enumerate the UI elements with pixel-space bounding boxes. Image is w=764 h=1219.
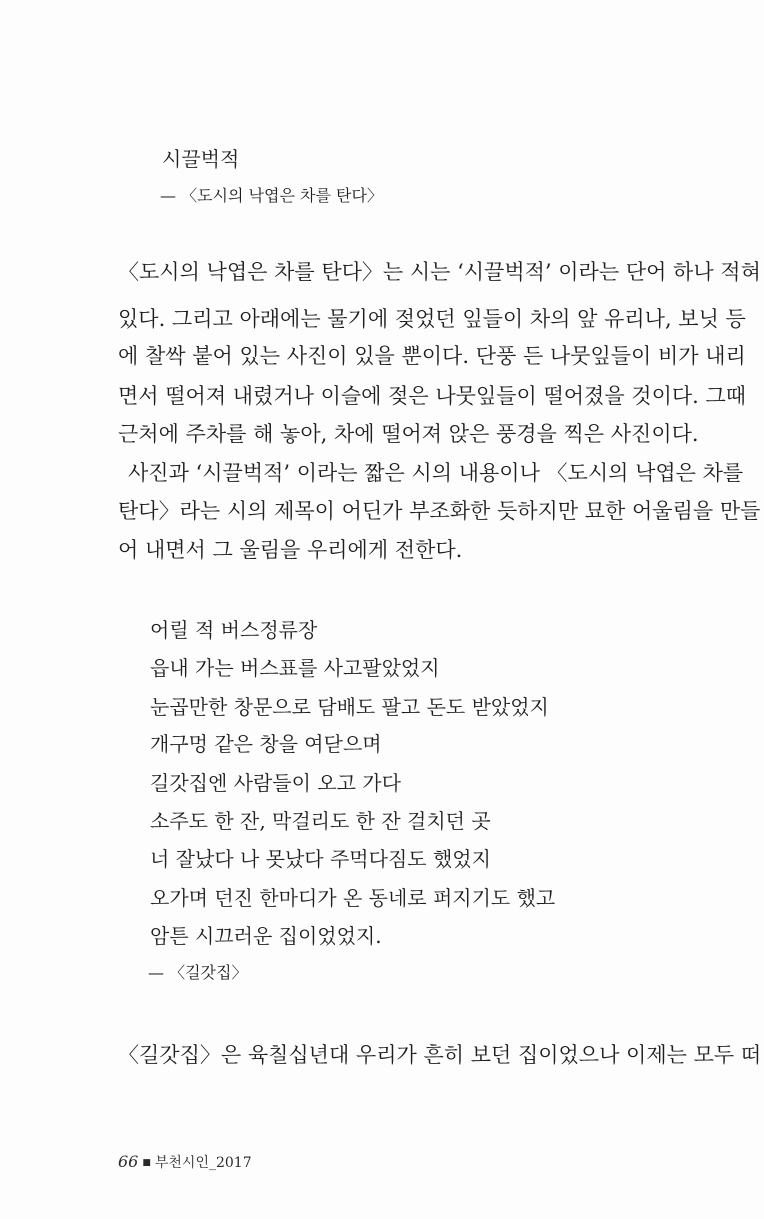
- poem-source: — 〈도시의 낙엽은 차를 탄다〉: [160, 186, 383, 205]
- paragraph-line: 사진과 ‘시끌벅적’ 이라는 짧은 시의 내용이나 〈도시의 낙엽은 차를: [128, 461, 744, 485]
- poem-line: 읍내 가는 버스표를 사고팔았었지: [150, 656, 440, 680]
- page-number: 66: [118, 1152, 139, 1171]
- paragraph-line: 어 내면서 그 울림을 우리에게 전한다.: [118, 538, 463, 562]
- poem-line: 어릴 적 버스정류장: [150, 618, 318, 642]
- poem-line: 오가며 던진 한마디가 온 동네로 퍼지기도 했고: [150, 886, 556, 910]
- poem-line: 시끌벅적: [162, 147, 240, 171]
- paragraph-line: 있다. 그리고 아래에는 물기에 젖었던 잎들이 차의 앞 유리나, 보닛 등: [118, 307, 746, 331]
- poem-line: 소주도 한 잔, 막걸리도 한 잔 걸치던 곳: [150, 809, 491, 833]
- publication-title: 부천시인_2017: [154, 1155, 252, 1171]
- poem-line: 길갓집엔 사람들이 오고 가다: [150, 771, 401, 795]
- poem-line: 눈곱만한 창문으로 담배도 팔고 돈도 받았었지: [150, 695, 549, 719]
- poem-line: 너 잘났다 나 못났다 주먹다짐도 했었지: [150, 847, 491, 871]
- paragraph-line: 근처에 주차를 해 놓아, 차에 떨어져 앉은 풍경을 찍은 사진이다.: [118, 422, 699, 446]
- poem-line: 암튼 시끄러운 집이었었지.: [150, 924, 382, 948]
- paragraph-line: 탄다〉라는 시의 제목이 어딘가 부조화한 듯하지만 묘한 어울림을 만들: [118, 499, 761, 523]
- poem-source: — 〈길갓집〉: [148, 963, 248, 982]
- page-footer: [118, 1152, 252, 1172]
- paragraph-line: 〈길갓집〉은 육칠십년대 우리가 흔히 보던 집이었으나 이제는 모두 떠: [118, 1043, 762, 1067]
- paragraph-line: 〈도시의 낙엽은 차를 탄다〉는 시는 ‘시끌벅적’ 이라는 단어 하나 적혀: [118, 260, 761, 284]
- paragraph-line: 에 찰싹 붙어 있는 사진이 있을 뿐이다. 단풍 든 나뭇잎들이 비가 내리: [118, 344, 746, 368]
- footer-separator: ■: [142, 1158, 151, 1168]
- paragraph-line: 면서 떨어져 내렸거나 이슬에 젖은 나뭇잎들이 떨어졌을 것이다. 그때: [118, 384, 747, 408]
- poem-line: 개구멍 같은 창을 여닫으며: [150, 732, 382, 756]
